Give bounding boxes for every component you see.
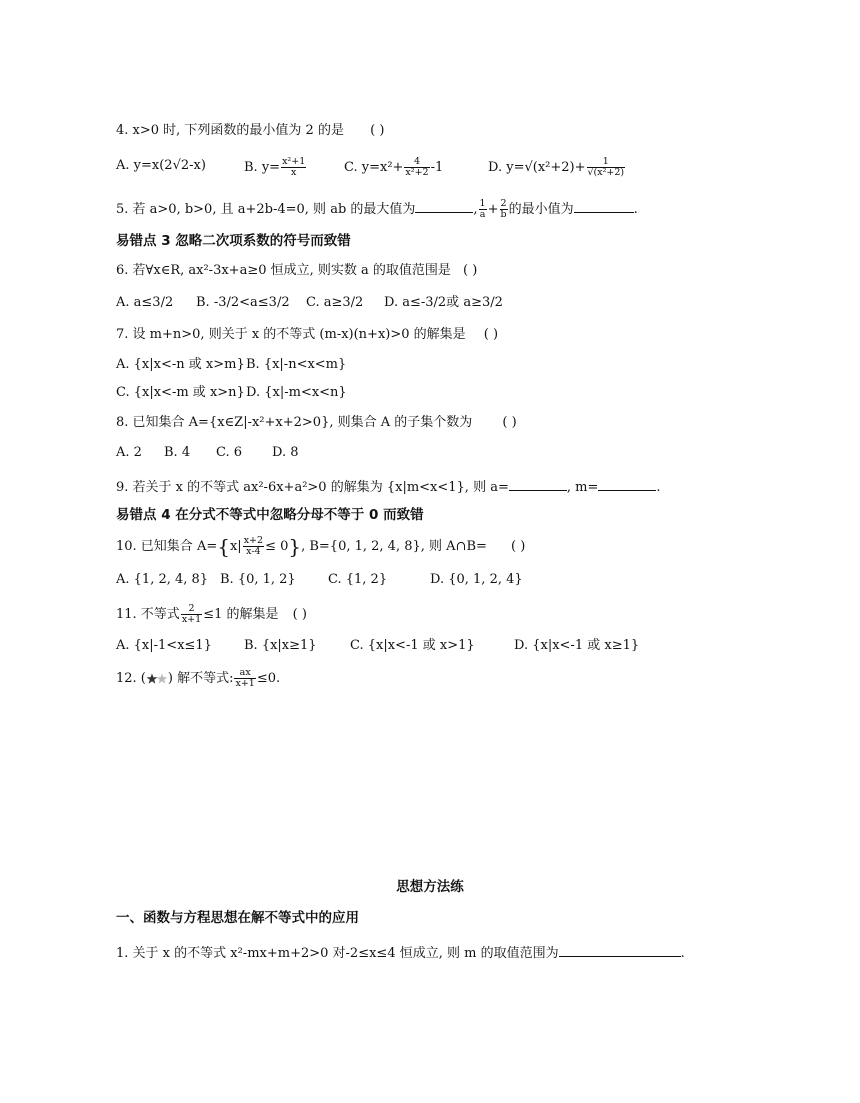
answer-paren: ( ) — [463, 263, 478, 278]
option-d: D. y=√(x²+2)+ $\frac{1}{\text{√(x²+2)}}$ — [488, 156, 625, 178]
option-b: B. {x|-n<x<m} — [246, 357, 347, 372]
option-c: C. {x|x<-1 或 x>1} — [350, 638, 475, 653]
sub-heading: 一、函数与方程思想在解不等式中的应用 — [116, 910, 359, 926]
question-6-stem: 6. 若∀x∈R, ax²-3x+a≥0 恒成立, 则实数 a 的取值范围是 ( ) — [116, 263, 478, 278]
fraction: $\frac{ax}{x+1}$ — [235, 667, 255, 689]
answer-paren: ( ) — [483, 327, 499, 342]
option-d: D. {0, 1, 2, 4} — [430, 572, 523, 587]
option-c: C. {1, 2} — [328, 572, 388, 587]
section-heading-4: 易错点 4 在分式不等式中忽略分母不等于 0 而致错 — [116, 507, 424, 523]
answer-paren: ( ) — [370, 123, 385, 138]
question-4-stem: 4. x>0 时, 下列函数的最小值为 2 的是 ( ) — [116, 123, 385, 138]
question-8-stem: 8. 已知集合 A={x∈Z|-x²+x+2>0}, 则集合 A 的子集个数为 ( ) — [116, 415, 517, 430]
option-b: B. -3/2<a≤3/2 — [196, 295, 290, 310]
option-a: A. a≤3/2 — [116, 295, 174, 310]
fraction: $\frac{1}{a}$ — [479, 198, 486, 220]
fraction: $\frac{4}{\text{x²+2}}$ — [405, 156, 429, 178]
option-d: D. {x|-m<x<n} — [246, 385, 347, 400]
section-heading-3: 易错点 3 忽略二次项系数的符号而致错 — [116, 233, 351, 249]
answer-blank[interactable] — [598, 476, 656, 491]
option-b: B. 4 — [164, 445, 191, 460]
answer-blank[interactable] — [574, 198, 634, 213]
option-c: C. a≥3/2 — [306, 295, 364, 310]
difficulty-star-icon — [146, 673, 168, 685]
option-a: A. 2 — [116, 445, 142, 460]
answer-blank[interactable] — [559, 942, 681, 957]
fraction: $\frac{2}{x+1}$ — [181, 603, 202, 625]
option-a: A. {1, 2, 4, 8} — [116, 572, 209, 587]
option-b: B. {x|x≥1} — [244, 638, 317, 653]
fraction: $\frac{x+2}{x-4}$ — [243, 535, 264, 557]
question-12: 12. ( ) 解不等式: $\frac{ax}{x+1}$ ≤0. — [116, 667, 281, 689]
answer-paren: ( ) — [292, 607, 307, 622]
fraction: $\frac{2}{b}$ — [500, 198, 507, 220]
option-b: B. {0, 1, 2} — [220, 572, 296, 587]
option-c: C. {x|x<-m 或 x>n} — [116, 385, 245, 400]
option-c: C. y=x²+ $\frac{4}{\text{x²+2}}$ -1 — [344, 156, 444, 178]
question-9: 9. 若关于 x 的不等式 ax²-6x+a²>0 的解集为 {x|m<x<1}, 则 a= , m= . — [116, 476, 660, 497]
option-b: B. y= $\frac{\text{x²+1}}{x}$ — [244, 156, 306, 178]
answer-blank[interactable] — [415, 198, 473, 213]
fraction: $\frac{1}{\text{√(x²+2)}}$ — [587, 156, 625, 178]
option-a: A. {x|x<-n 或 x>m} — [116, 357, 245, 372]
option-d: D. a≤-3/2或 a≥3/2 — [384, 295, 503, 310]
option-d: D. {x|x<-1 或 x≥1} — [514, 638, 640, 653]
question-11-stem: 11. 不等式 $\frac{2}{x+1}$ ≤1 的解集是 ( ) — [116, 603, 307, 625]
question-5: 5. 若 a>0, b>0, 且 a+2b-4=0, 则 ab 的最大值为 , $\frac{1}{a}$ + $\frac{2}{b}$ 的最小值为 . — [116, 198, 638, 220]
question-10-stem: 10. 已知集合 A={x| $\frac{x+2}{x-4}$ ≤ 0}, B={0, 1, 2, 4, 8}, 则 A∩B= ( ) — [116, 534, 526, 559]
option-a: A. y=x(2√2-x) — [116, 158, 206, 173]
practice-question-1: 1. 关于 x 的不等式 x²-mx+m+2>0 对-2≤x≤4 恒成立, 则 m 的取值范围为 . — [116, 942, 685, 963]
answer-blank[interactable] — [509, 476, 567, 491]
section-title: 思想方法练 — [396, 879, 464, 895]
fraction: $\frac{\text{x²+1}}{x}$ — [282, 156, 306, 178]
answer-paren: ( ) — [502, 415, 517, 430]
question-7-stem: 7. 设 m+n>0, 则关于 x 的不等式 (m-x)(n+x)>0 的解集是 ( ) — [116, 327, 499, 342]
option-a: A. {x|-1<x≤1} — [116, 638, 212, 653]
option-d: D. 8 — [272, 445, 299, 460]
option-c: C. 6 — [216, 445, 243, 460]
answer-paren: ( ) — [511, 539, 526, 554]
